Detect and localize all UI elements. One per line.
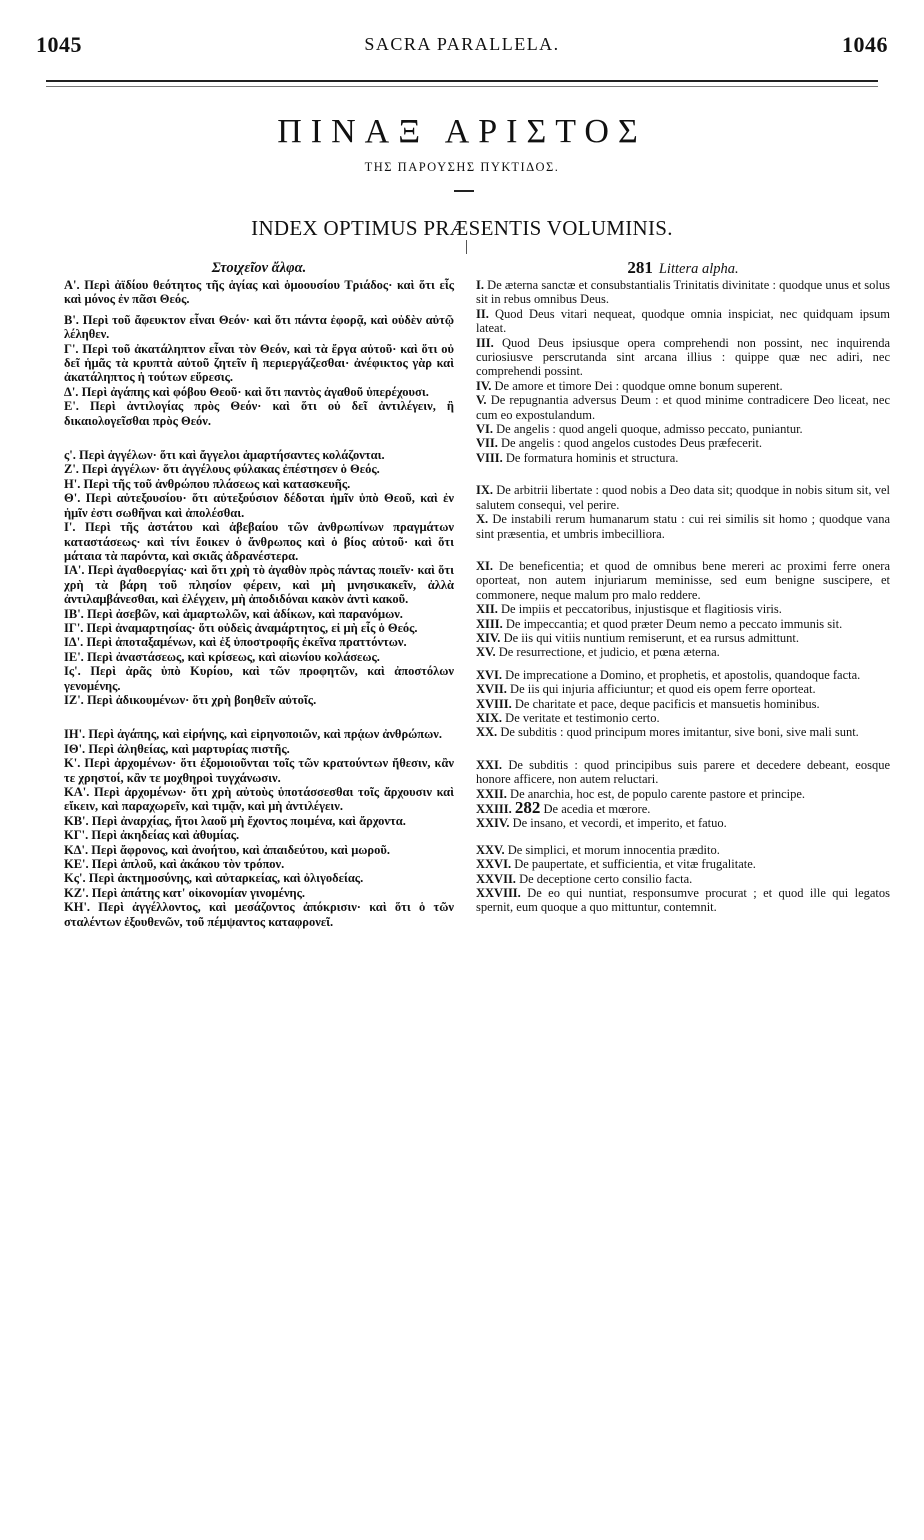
entry-text: De eo qui nuntiat, responsumve procurat ; et quod ille qui legatos spernit, eum quoque a quo mittuntur, contemnit. [476,886,891,915]
entry-text: Περὶ ἀγαθοεργίας· καὶ ὅτι χρὴ τὸ ἀγαθὸν πρὸς πάντας ποιεῖν· καὶ ὅτι χρὴ τὰ βάρη τοῦ πλησίον φέρειν, καὶ μὴ μνησικακεῖν, ἀλλὰ ἀντιλαμβάνεσθαι, καὶ ἐλέγχειν, μὴ ἀποδιδόναι κακὸν ἀντὶ κακοῦ. [64,563,455,607]
entry-number: XXII. [476,786,507,801]
latin-entry [476,725,890,739]
entry-text: De anarchia, hoc est, de populo carente pastore et principe. [510,786,806,801]
entry-text: De subditis : quod principum mores imitantur, sive boni, sive mali sunt. [500,725,859,740]
greek-entry [64,520,454,563]
entry-number: Β'. [64,312,79,327]
entry-number: Δ'. [64,384,79,399]
entry-number: XII. [476,602,498,617]
entry-text: Περὶ ἀπάτης κατ' οἰκονομίαν γινομένης. [91,885,306,900]
entry-number: ΙΘ'. [64,741,86,756]
entry-number: ΙΕ'. [64,649,84,664]
entry-number: XIX. [476,710,503,725]
entry-text: Περὶ ἁπλοῦ, καὶ ἀκάκου τὸν τρόπον. [91,857,285,872]
greek-entry [64,742,454,756]
entry-number: XIII. [476,616,503,631]
greek-entry [64,664,454,693]
entry-number: VIII. [476,450,503,465]
latin-entry [476,559,890,602]
entry-text: Περὶ ἀναστάσεως, καὶ κρίσεως, καὶ αἰωνίου κολάσεως. [86,649,380,664]
entry-number: ΙΒ'. [64,606,84,621]
entry-text: De æterna sanctæ et consubstantialis Trinitatis divinitate : quodque unus et solus sit in rebus omnibus Deus. [476,278,890,307]
entry-number: XX. [476,725,498,740]
greek-entry [64,342,454,385]
entry-text: De acedia et mœrore. [543,802,651,816]
entry-text: De angelis : quod angeli quoque, admisso peccato, puniantur. [496,422,803,437]
entry-text: De impiis et peccatoribus, injustisque et flagitiosis viris. [501,602,782,617]
greek-entry [64,563,454,606]
greek-entry [64,607,454,621]
entry-text: Περὶ ἀδικουμένων· ὅτι χρὴ βοηθεῖν αὐτοῖς. [86,692,317,707]
header-rule-thin [46,86,878,87]
entry-text: Περὶ ἀρχομένων· ὅτι ἐξομοιοῦνται τοῖς τῶν κρατούντων ἤθεσιν, κἂν τε χρηστοί, κἂν τε μοχθηροὶ τυγχάνωσιν. [64,756,454,785]
entry-number: Α'. [64,278,80,292]
entry-number: Ις'. [64,664,81,679]
greek-entry [64,491,454,520]
entry-number: ς'. [64,448,76,463]
latin-entry [476,393,890,422]
entry-text: De beneficentia; et quod de omnibus bene mereri ac proximi ferre onera oporteat, non autem injuriarum meminisse, sed eum benigne suscipere, et commonere, neque malum pro malo reddere. [476,558,891,602]
entry-number: XXVII. [476,871,516,886]
title-dash [454,190,474,192]
entry-text: Quod Deus ipsiusque opera comprehendi non possint, nec inquirenda curiosiusve perscrutanda sint arcana illius : quippe quæ nec adiri, nec comprehendi possint. [476,335,890,379]
latin-entry [476,278,890,307]
greek-entry [64,843,454,857]
page-number-left: 1045 [36,32,82,57]
entry-text: De iis qui injuria afficiuntur; et quod eis opem ferre oporteat. [510,682,816,697]
entry-number: XI. [476,558,494,573]
entry-number: ΚΕ'. [64,857,89,872]
entry-text: De amore et timore Dei : quodque omne bonum superent. [494,378,783,393]
entry-number: Θ'. [64,491,81,506]
running-header [36,32,888,60]
greek-entry [64,828,454,842]
entry-number: IX. [476,483,494,498]
greek-entry [64,278,454,307]
entry-text: Περὶ ἀϊδίου θεότητος τῆς ἁγίας καὶ ὁμοουσίου Τριάδος· καὶ ὅτι εἷς καὶ μόνος ἐν πᾶσι Θεός. [64,278,454,307]
entry-number: XXIV. [476,816,510,831]
latin-entry [476,886,890,915]
latin-entry [476,617,890,631]
greek-entry [64,635,454,649]
greek-index-column [64,258,454,929]
entry-number: Η'. [64,476,81,491]
entry-text: De instabili rerum humanarum statu : cui rei similis sit homo ; quodque vana sint præsentia, et umbris imbecilliora. [476,512,890,541]
entry-text: Περὶ ἀρχομένων· ὅτι χρὴ αὐτοὺς ὑποτάσσεσθαι τοῖς ἄρχουσιν καὶ εἴκειν, καὶ παραχωρεῖν, καὶ τιμᾷν, καὶ μὴ ἀντιλέγειν. [64,785,455,814]
entry-text: De insano, et vecordi, et imperito, et fatuo. [512,816,727,831]
entry-text: Περὶ τοῦ ἄφευκτον εἶναι Θεόν· καὶ ὅτι πάντα ἐφορᾷ, καὶ οὐδὲν αὐτῷ λέληθεν. [64,312,454,342]
entry-text: De formatura hominis et structura. [505,450,679,465]
entry-number: ΚΑ'. [64,785,90,799]
entry-text: De angelis : quod angelos custodes Deus præfecerit. [501,436,763,451]
greek-subtitle: ΤΗΣ ΠΑΡΟΥΣΗΣ ΠΥΚΤΙΔΟΣ. [364,160,560,174]
entry-number: XXVI. [476,857,512,872]
entry-number: XVI. [476,667,503,682]
entry-text: Περὶ ἀναμαρτησίας· ὅτι οὐδεὶς ἀναμάρτητος, εἰ μὴ εἷς ὁ Θεός. [86,620,418,635]
entry-number: ΚΗ'. [64,900,91,915]
latin-column-heading: 281 Littera alpha. [627,258,739,277]
greek-entry [64,871,454,885]
greek-entry [64,462,454,476]
latin-entry [476,307,890,336]
entry-text: Περὶ ἀγάπης, καὶ εἰρήνης, καὶ εἰρηνοποιῶν, καὶ πρᾴων ἀνθρώπων. [88,727,442,742]
latin-entry [476,872,890,886]
greek-entry [64,477,454,491]
greek-entry [64,756,454,785]
entry-text: De deceptione certo consilio facta. [519,871,693,886]
entry-number: XVIII. [476,696,512,711]
latin-entry [476,483,890,512]
entry-text: Περὶ ἀγγέλων· ὅτι ἀγγέλους φύλακας ἐπέστησεν ὁ Θεός. [82,462,380,477]
entry-number: ΚΔ'. [64,842,89,857]
entry-text: De subditis : quod principibus suis parere et decedere debeant, eosque honore afficere, non autem reluctari. [476,757,891,787]
greek-entry [64,900,454,929]
entry-number: ΙΗ'. [64,727,86,742]
entry-text: Περὶ ἀποταξαμένων, καὶ ἐξ ὑποστροφῆς ἐκεῖνα πραττόντων. [86,635,407,650]
latin-entry [476,336,890,379]
entry-text: Περὶ ἀκηδείας καὶ ἀθυμίας. [91,828,240,843]
entry-text: Περὶ ἄφρονος, καὶ ἀνοήτου, καὶ ἀπαιδεύτου, καὶ μωροῦ. [91,842,390,857]
entry-number: ΚΓ'. [64,828,89,843]
entry-number: VII. [476,436,498,451]
latin-entry [476,857,890,871]
entry-number: XIV. [476,630,501,645]
column-marker: 281 [627,258,653,277]
latin-entry [476,645,890,659]
entry-number: Ι'. [64,520,76,535]
greek-title: ΠΙΝΑΞ ΑΡΙΣΤΟΣ [277,113,647,150]
entry-text: Περὶ τοῦ ἀκατάληπτον εἶναι τὸν Θεόν, καὶ τὰ ἔργα αὐτοῦ· καὶ ὅτι οὐ δεῖ ἡμᾶς τὰ κρυπτὰ αὐτοῦ ζητεῖν ἢ περιεργάζεσθαι· ἀνέφικτος γὰρ καὶ ἀκατάληπτος ἡ τούτων εὕρεσις. [64,341,454,385]
entry-number: XXI. [476,757,503,772]
greek-entry [64,621,454,635]
greek-entry [64,650,454,664]
entry-text: Περὶ ἀντιλογίας πρὸς Θεόν· καὶ ὅτι οὐ δεῖ ἀντιλέγειν, ἢ δικαιολογεῖσθαι πρὸς Θεόν. [64,399,454,428]
latin-entry [476,758,890,787]
greek-entry [64,886,454,900]
latin-entry [476,436,890,450]
entry-number: XVII. [476,682,507,697]
entry-text: De charitate et pace, deque pacificis et mansuetis hominibus. [514,696,820,711]
entry-number: Κς'. [64,871,86,886]
entry-text: Περὶ ἀγγέλων· ὅτι καὶ ἄγγελοι ἁμαρτήσαντες κολάζονται. [79,448,385,463]
column-marker-inline: 282 [514,798,541,817]
latin-entry [476,711,890,725]
entry-text: Περὶ ἀναρχίας, ἤτοι λαοῦ μὴ ἔχοντος ποιμένα, καὶ ἄρχοντα. [91,813,406,828]
entry-number: XV. [476,645,496,660]
latin-title: INDEX OPTIMUS PRÆSENTIS VOLUMINIS. [251,216,673,240]
greek-entry [64,448,454,462]
latin-entry [476,697,890,711]
entry-text: Quod Deus vitari nequeat, quodque omnia inspiciat, nec quidquam ipsum lateat. [476,306,891,336]
entry-number: XXVIII. [476,886,521,901]
greek-column-heading: Στοιχεῖον ἄλφα. [211,260,307,276]
entry-text: De impeccantia; et quod præter Deum nemo a peccato immunis sit. [505,616,843,631]
entry-text: Περὶ τῆς τοῦ ἀνθρώπου πλάσεως καὶ κατασκευῆς. [83,476,351,491]
entry-number: Γ'. [64,341,79,356]
entry-number: III. [476,335,494,350]
entry-number: II. [476,306,489,321]
latin-entry [476,631,890,645]
entry-number: XXIII. [476,802,512,816]
entry-number: Κ'. [64,756,81,771]
entry-text: Περὶ ἀκτημοσύνης, καὶ αὐταρκείας, καὶ ὀλιγοδείας. [88,871,364,886]
entry-number: ΙΓ'. [64,620,84,635]
entry-number: I. [476,278,484,292]
entry-text: De iis qui vitiis nuntium remiserunt, et ea rursus admittunt. [503,630,800,645]
page-number-right: 1046 [842,32,888,57]
entry-text: De paupertate, et sufficientia, et vitæ frugalitate. [514,857,756,872]
entry-number: ΙΔ'. [64,635,84,650]
running-title: SACRA PARALLELA. [364,34,560,54]
entry-number: VI. [476,422,494,437]
entry-number: ΚΒ'. [64,813,89,828]
greek-entry [64,785,454,814]
entry-text: De arbitrii libertate : quod nobis a Deo data sit; quodque in nobis situm sit, vel salutem consequi, vel perire. [476,483,890,512]
greek-entry [64,399,454,428]
entry-number: Ζ'. [64,462,79,477]
entry-text: Περὶ ἀγάπης καὶ φόβου Θεοῦ· καὶ ὅτι παντὸς ἀγαθοῦ ὑπερέχουσι. [81,384,429,399]
greek-entry [64,727,454,741]
header-rule [46,80,878,82]
latin-entry [476,798,890,817]
greek-entry [64,814,454,828]
latin-entry [476,379,890,393]
column-divider-mark [466,240,467,254]
entry-text: Περὶ ἀρᾶς ὑπὸ Κυρίου, καὶ τῶν προφητῶν, καὶ ἀποστόλων γενομένης. [64,664,455,693]
entry-text: De resurrectione, et judicio, et pœna æterna. [498,645,720,660]
entry-number: ΙΖ'. [64,692,84,707]
greek-entry [64,693,454,707]
latin-entry [476,422,890,436]
entry-text: Περὶ ἀληθείας, καὶ μαρτυρίας πιστῆς. [88,741,290,756]
entry-text: Περὶ ἀγγέλλοντος, καὶ μεσάζοντος ἀπόκρισιν· καὶ ὅτι ὁ τῶν σταλέντων ἐξουθενῶν, τοῦ πέμψαντος καταφρονεῖ. [64,900,454,929]
latin-entry [476,451,890,465]
latin-index-column [476,258,890,915]
latin-entry [476,843,890,857]
greek-entry [64,857,454,871]
entry-number: XXV. [476,842,505,857]
entry-number: V. [476,393,487,408]
entry-text: De veritate et testimonio certo. [505,710,660,725]
entry-number: X. [476,512,489,527]
entry-text: Περὶ ἀσεβῶν, καὶ ἁμαρτωλῶν, καὶ ἀδίκων, καὶ παρανόμων. [86,606,403,621]
entry-text: Περὶ τῆς ἀστάτου καὶ ἀβεβαίου τῶν ἀνθρωπίνων πραγμάτων καταστάσεως· καὶ τίνι ἔοικεν ὁ ἄνθρωπος καὶ ὁ βίος αὐτοῦ· καὶ ὅτι μάταια τὰ παρόντα, καὶ σκιᾶς ἀδρανέστερα. [64,520,455,563]
entry-text: De simplici, et morum innocentia prædito. [507,842,720,857]
entry-text: De imprecatione a Domino, et prophetis, et apostolis, quandoque facta. [505,667,861,682]
greek-entry [64,313,454,342]
entry-text: De repugnantia adversus Deum : et quod minime contradicere Deo liceat, nec cum eo expostulandum. [476,393,891,422]
greek-entry [64,385,454,399]
entry-number: IV. [476,378,492,393]
latin-entry [476,512,890,541]
entry-text: Περὶ αὐτεξουσίου· ὅτι αὐτεξούσιον δέδοται ἡμῖν ὑπὸ Θεοῦ, καὶ ἐν ἡμῖν ἐστι σωθῆναι καὶ ἀπολέσθαι. [64,491,455,520]
latin-entry [476,668,890,682]
entry-number: ΙΑ'. [64,563,85,578]
latin-entry [476,816,890,830]
latin-entry [476,682,890,696]
latin-entry [476,602,890,616]
entry-number: Ε'. [64,399,79,414]
entry-number: ΚΖ'. [64,885,89,900]
